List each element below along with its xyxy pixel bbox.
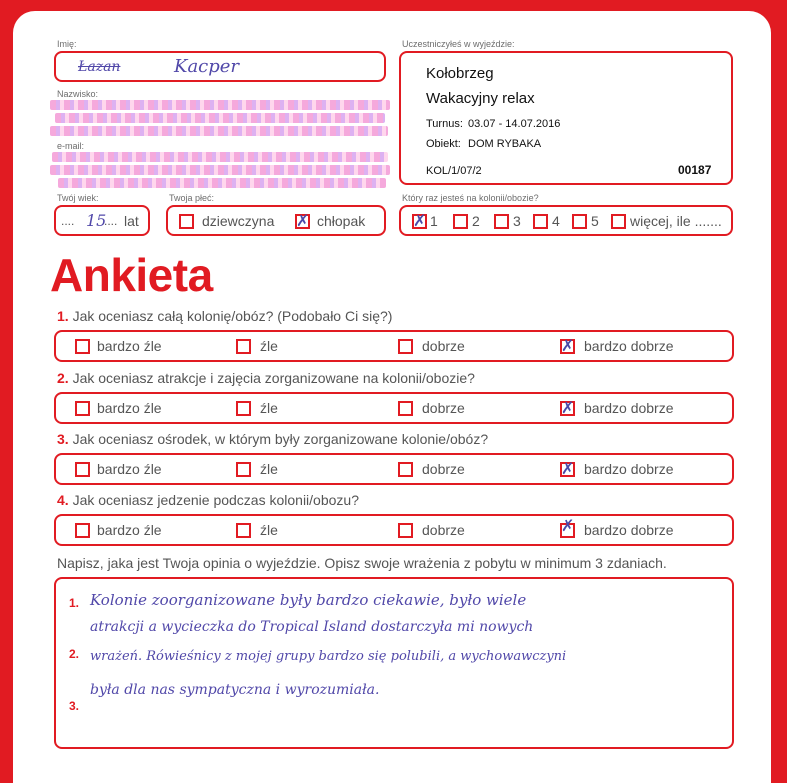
q1-option-very-bad[interactable]: [75, 339, 90, 354]
times-checkbox-1[interactable]: ✗: [413, 211, 427, 230]
question-4-options: bardzo źle źle dobrze ✗ bardzo dobrze: [54, 514, 734, 546]
name-crossed-text: Łazan: [78, 59, 121, 75]
times-checkbox-3[interactable]: [494, 214, 509, 229]
name-value: Kacper: [174, 56, 240, 77]
age-field[interactable]: .... 15 .... lat: [54, 205, 150, 236]
age-unit: lat: [124, 213, 139, 229]
opinion-handwritten-line-3: wrażeń. Rówieśnicy z mojej grupy bardzo się polubili, a wychowawczyni: [90, 649, 567, 664]
times-field: ✗ 1 2 3 4 5 więcej, ile .......: [399, 205, 733, 236]
q1-option-good[interactable]: [398, 339, 413, 354]
trip-code: KOL/1/07/2: [426, 165, 482, 177]
trip-info-box: Kołobrzeg Wakacyjny relax Turnus: 03.07 - 14.07.2016 Obiekt: DOM RYBAKA KOL/1/07/2 00187: [399, 51, 733, 185]
times-checkbox-more[interactable]: [611, 214, 626, 229]
opinion-line-number-3: 3.: [69, 699, 80, 713]
age-label: Twój wiek:: [57, 193, 99, 203]
question-4: 4. Jak oceniasz jedzenie podczas kolonii/obozu?: [57, 492, 359, 508]
times-checkbox-5[interactable]: [572, 214, 587, 229]
q3-option-bad[interactable]: [236, 462, 251, 477]
q4-option-very-bad[interactable]: [75, 523, 90, 538]
opinion-handwritten-line-1: Kolonie zoorganizowane były bardzo ciekawie, było wiele: [90, 591, 527, 609]
question-1: 1. Jak oceniasz całą kolonię/obóz? (Podobało Ci się?): [57, 308, 393, 324]
question-3-options: bardzo źle źle dobrze ✗ bardzo dobrze: [54, 453, 734, 485]
q2-option-bad[interactable]: [236, 401, 251, 416]
question-1-options: bardzo źle źle dobrze ✗ bardzo dobrze: [54, 330, 734, 362]
times-checkbox-4[interactable]: [533, 214, 548, 229]
q2-option-very-good[interactable]: ✗: [561, 398, 575, 417]
name-label: Imię:: [57, 39, 77, 49]
trip-name: Wakacyjny relax: [426, 90, 535, 107]
q1-option-very-good[interactable]: ✗: [561, 336, 575, 355]
q4-option-good[interactable]: [398, 523, 413, 538]
trip-turnus: 03.07 - 14.07.2016: [468, 118, 561, 130]
name-field[interactable]: [54, 51, 386, 82]
q1-option-bad[interactable]: [236, 339, 251, 354]
times-checkbox-2[interactable]: [453, 214, 468, 229]
q4-option-bad[interactable]: [236, 523, 251, 538]
surname-label: Nazwisko:: [57, 89, 99, 99]
opinion-handwritten-line-2: atrakcji a wycieczka do Tropical Island dostarczyła mi nowych: [90, 619, 534, 635]
gender-checkbox-female[interactable]: [179, 214, 194, 229]
trip-city: Kołobrzeg: [426, 65, 494, 82]
opinion-handwritten-line-4: była dla nas sympatyczna i wyrozumiała.: [90, 682, 380, 698]
opinion-textarea[interactable]: [54, 577, 734, 749]
q3-option-very-bad[interactable]: [75, 462, 90, 477]
question-2: 2. Jak oceniasz atrakcje i zajęcia zorganizowane na kolonii/obozie?: [57, 370, 475, 386]
q4-option-very-good[interactable]: ✗: [560, 523, 575, 538]
opinion-line-number-2: 2.: [69, 647, 80, 661]
trip-number: 00187: [678, 163, 712, 177]
gender-label: Twoja płeć:: [169, 193, 215, 203]
q3-option-very-good[interactable]: ✗: [561, 459, 575, 478]
age-value: 15: [86, 211, 107, 230]
q2-option-very-bad[interactable]: [75, 401, 90, 416]
q3-option-good[interactable]: [398, 462, 413, 477]
q2-option-good[interactable]: [398, 401, 413, 416]
participants-label: Uczestniczyłeś w wyjeździe:: [402, 39, 515, 49]
email-label: e-mail:: [57, 141, 85, 151]
opinion-prompt: Napisz, jaka jest Twoja opinia o wyjeździe. Opisz swoje wrażenia z pobytu w minimum 3 zdaniach.: [57, 555, 667, 571]
times-label: Który raz jesteś na kolonii/obozie?: [402, 193, 539, 203]
gender-field: dziewczyna ✗ chłopak: [166, 205, 386, 236]
gender-checkbox-male[interactable]: ✗: [296, 211, 310, 230]
opinion-line-number-1: 1.: [69, 596, 80, 610]
survey-title: Ankieta: [50, 249, 213, 301]
question-2-options: bardzo źle źle dobrze ✗ bardzo dobrze: [54, 392, 734, 424]
trip-object: DOM RYBAKA: [468, 138, 542, 150]
question-3: 3. Jak oceniasz ośrodek, w którym były zorganizowane kolonie/obóz?: [57, 431, 489, 447]
